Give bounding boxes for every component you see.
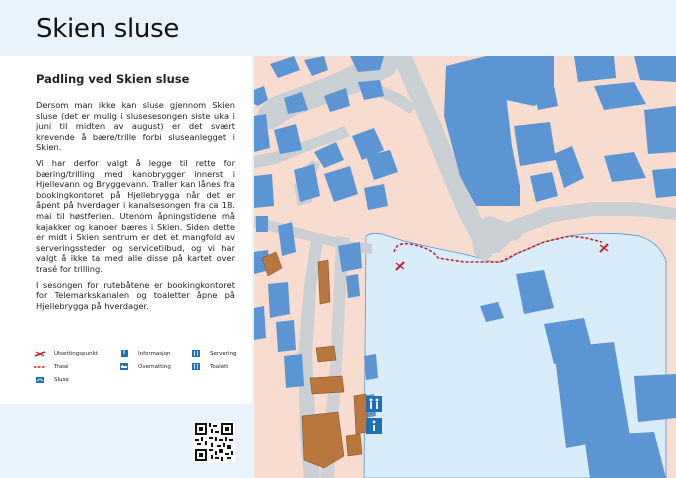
toalett-icon — [190, 363, 202, 371]
legend-label-sluse: Sluse — [54, 376, 69, 383]
legend-informasjon — [118, 349, 171, 358]
legend-trase — [34, 362, 68, 371]
map-canvas — [254, 56, 676, 478]
legend-servering — [190, 349, 237, 358]
paragraph-1: Dersom man ikke kan sluse gjennom Skien sluse (det er mulig i slusesesongen siste uka i juni til midten av august) er det svært krevende å bære/trille forbi sluseanlegget i Skien. — [36, 100, 235, 153]
panel-text — [36, 100, 235, 316]
legend-sluse — [34, 375, 69, 384]
legend-label-trase: Trasé — [54, 363, 69, 370]
qr-code[interactable] — [193, 421, 235, 463]
trase-line-icon — [34, 363, 46, 371]
legend-label-servering: Servering — [210, 350, 237, 357]
map-legend — [34, 349, 244, 389]
map[interactable] — [254, 56, 676, 478]
legend-label-utsettingspunkt: Utsettingspunkt — [54, 350, 98, 357]
paragraph-2: Vi har derfor valgt å legge til rette for bæring/trilling med kanobrygger innerst i Hjellevann og Bryggevann. Traller kan lånes fra bookingkontoret på Hjellebrygga når det er åpent på hverdager i kanalsesongen fra ca 18. mai til høstferien. Utenom åpningstidene må kajakker og kanoer bæres i Skien. Siden dette er midt i Skien sentrum er det et mangfold av serveringssteder og servicetilbud, og vi har valgt å ikke ta med alle disse på kartet over trasé for trilling. — [36, 157, 235, 274]
overnatting-icon — [118, 363, 130, 371]
sluse-icon — [34, 376, 46, 384]
legend-utsettingspunkt — [34, 349, 98, 358]
servering-icon — [190, 350, 202, 358]
legend-label-informasjon: Informasjon — [138, 350, 171, 357]
info-panel — [0, 56, 252, 404]
legend-toalett — [190, 362, 228, 371]
legend-label-toalett: Toalett — [210, 363, 229, 370]
utsettingspunkt-icon — [34, 350, 46, 358]
legend-overnatting — [118, 362, 171, 371]
header — [0, 0, 676, 54]
info-icon: i — [118, 350, 130, 358]
legend-label-overnatting: Overnatting — [138, 363, 171, 370]
panel-heading: Padling ved Skien sluse — [36, 72, 190, 86]
page-title: Skien sluse — [36, 14, 180, 44]
paragraph-3: I sesongen for rutebåtene er bookingkontoret for Telemarkskanalen og toaletter åpne på Hjellebrygga på hverdager. — [36, 279, 235, 311]
info-map-icon[interactable] — [366, 418, 382, 434]
toalett-map-icon[interactable] — [366, 396, 382, 412]
